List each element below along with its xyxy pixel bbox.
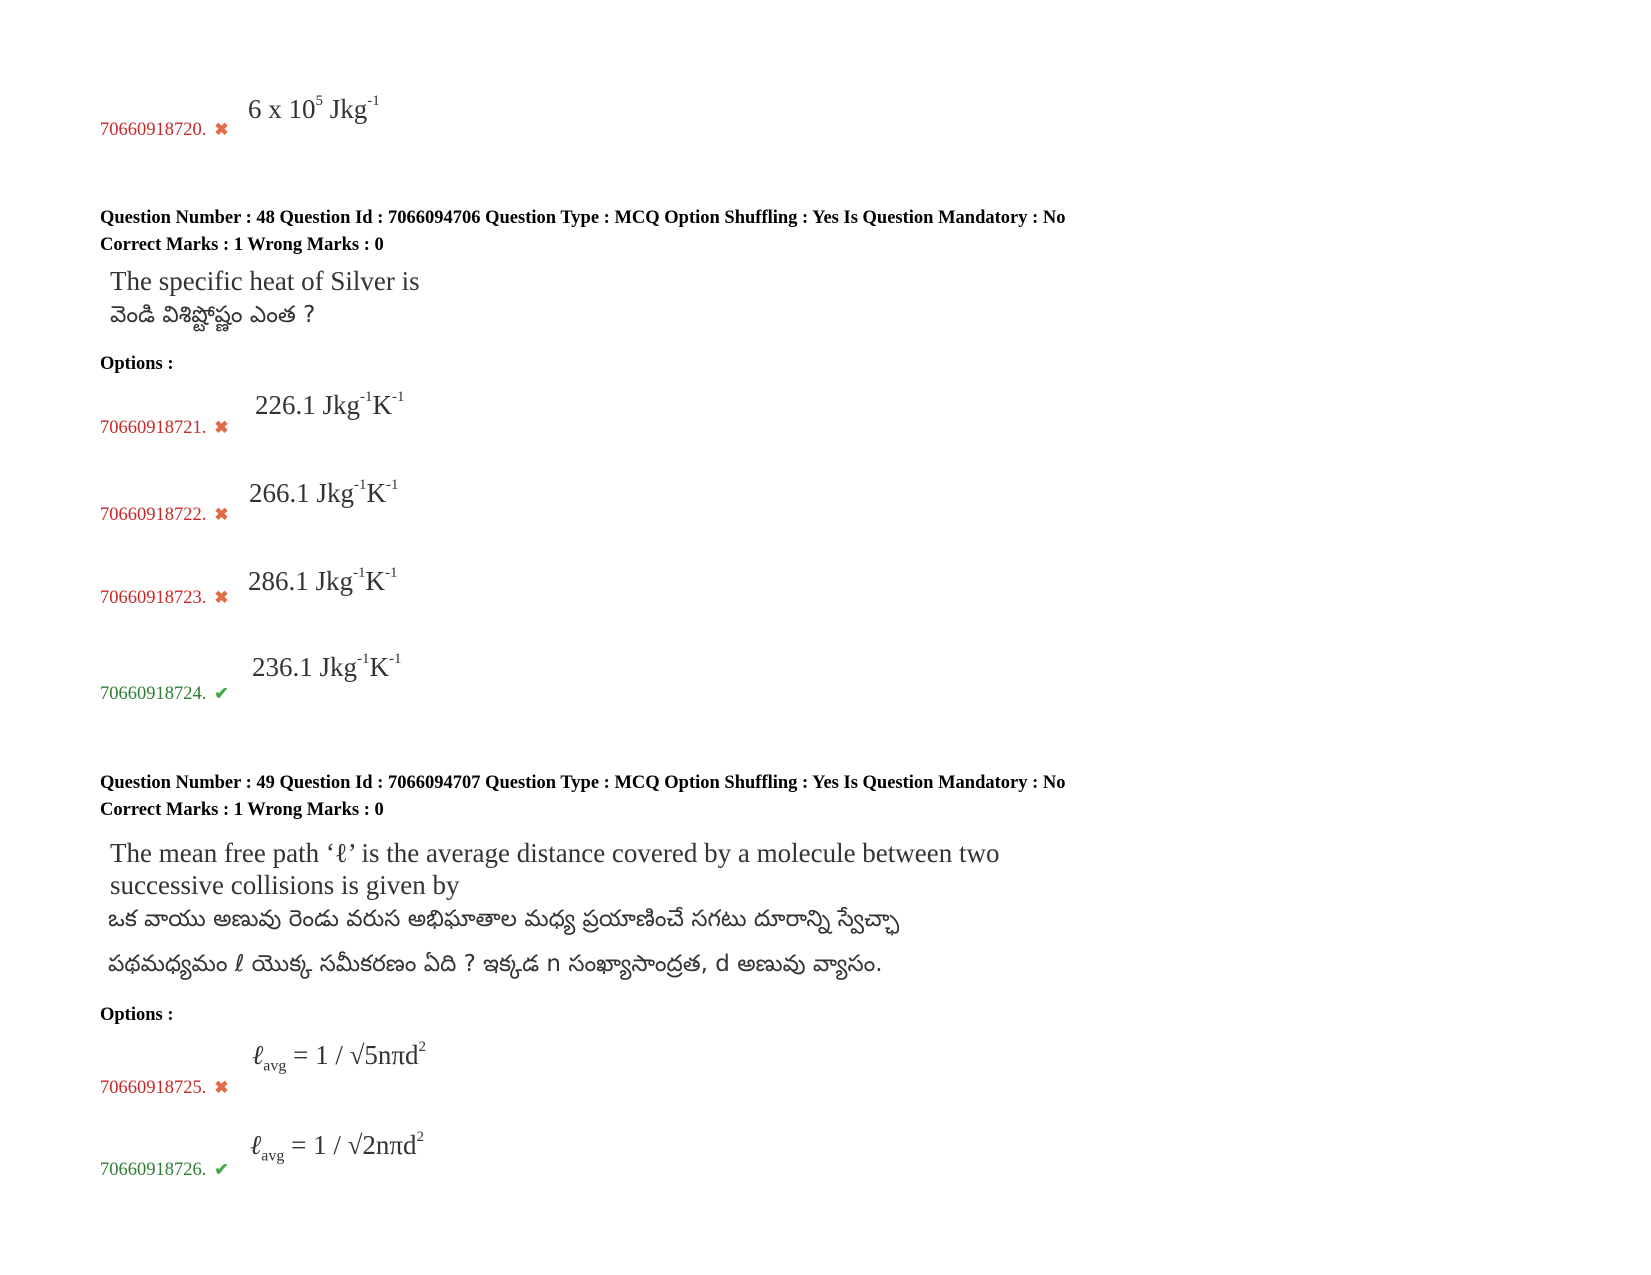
cross-icon: ✖ — [214, 1078, 229, 1097]
cross-icon: ✖ — [214, 588, 229, 607]
question-meta: Question Number : 48 Question Id : 7066094706 Question Type : MCQ Option Shuffling : Yes Is Question Mandatory : No Correct Marks : 1 Wrong Marks : 0 — [100, 208, 1066, 255]
option-id: 70660918720. ✖ — [100, 120, 229, 140]
option-id: 70660918726. ✔ — [100, 1160, 229, 1180]
question-meta: Question Number : 49 Question Id : 7066094707 Question Type : MCQ Option Shuffling : Yes Is Question Mandatory : No Correct Marks : 1 Wrong Marks : 0 — [100, 773, 1066, 820]
option-value: 266.1 $Jkg^{-1}K^{-1}$ — [249, 477, 399, 508]
option-value: 236.1 $Jkg^{-1}K^{-1}$ — [252, 651, 402, 682]
option-value: 286.1 $Jkg^{-1}K^{-1}$ — [248, 565, 398, 596]
option-id: 70660918721. ✖ — [100, 418, 229, 438]
cross-icon: ✖ — [214, 505, 229, 524]
options-label: Options : — [100, 1005, 174, 1025]
question-text-telugu: వెండి విశిష్టోష్ణం ఎంత ? — [110, 302, 316, 328]
option-formula: ℓ$_{avg}$ = 1 / √5nπd$^2$ — [252, 1039, 427, 1075]
question-text-telugu: పథమధ్యమం ℓ యొక్క సమీకరణం ఏది ? ఇక్కడ n సంఖ్యాసాంద్రత, d అణువు వ్యాసం. — [108, 951, 883, 977]
question-text: The specific heat of Silver is — [110, 266, 420, 296]
question-text: The mean free path ‘ℓ’ is the average distance covered by a molecule between two successive collisions is given by — [110, 838, 1000, 900]
option-id: 70660918724. ✔ — [100, 684, 229, 704]
option-id: 70660918723. ✖ — [100, 588, 229, 608]
cross-icon: ✖ — [214, 418, 229, 437]
options-label: Options : — [100, 354, 174, 374]
check-icon: ✔ — [214, 684, 229, 703]
option-id: 70660918725. ✖ — [100, 1078, 229, 1098]
option-value: 6 x $10^5$ Jkg$^{-1}$ — [248, 93, 380, 124]
option-id: 70660918722. ✖ — [100, 505, 229, 525]
question-text-telugu: ఒక వాయు అణువు రెండు వరుస అభిఘాతాల మధ్య ప్రయాణించే సగటు దూరాన్ని స్వేచ్ఛా — [108, 906, 900, 932]
cross-icon: ✖ — [214, 120, 229, 139]
option-formula: ℓ$_{avg}$ = 1 / √2nπd$^2$ — [250, 1129, 425, 1165]
check-icon: ✔ — [214, 1160, 229, 1179]
option-value: 226.1 $Jkg^{-1}K^{-1}$ — [255, 389, 405, 420]
